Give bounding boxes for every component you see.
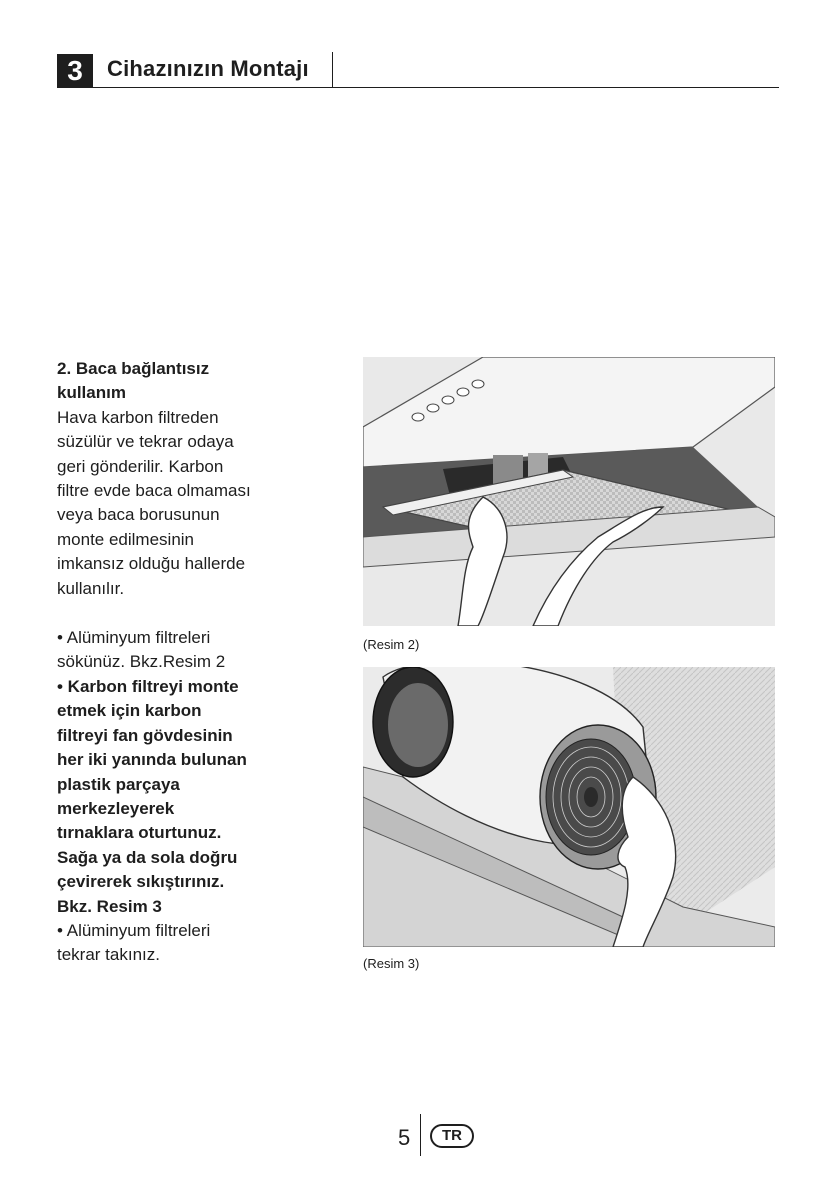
step2-line: etmek için karbon [57,701,202,721]
language-badge: TR [430,1124,474,1148]
chapter-number-badge: 3 [57,54,93,87]
instructions-text [57,357,267,968]
page-number: 5 [398,1125,411,1150]
intro-line: geri gönderilir. Karbon [57,456,224,476]
figure-resim-3-illustration [363,667,775,947]
step1-line: • Alüminyum filtreleri [57,628,211,648]
step2-line: Bkz. Resim 3 [57,896,162,916]
step2-line: • Karbon filtreyi monte [57,676,239,696]
header-divider [332,52,333,88]
step1-line: sökünüz. Bkz.Resim 2 [57,652,226,672]
figure-caption: (Resim 2) [363,637,420,652]
step2-line: çevirerek sıkıştırınız. [57,872,225,892]
intro-line: filtre evde baca olmaması [57,481,251,501]
header-rule [57,87,779,88]
step3-line: • Alüminyum filtreleri [57,920,211,940]
figure-resim-2-illustration [363,357,775,626]
step2-line: tırnaklara oturtunuz. [57,823,222,843]
figure-caption: (Resim 3) [363,956,420,971]
chapter-header [57,52,779,88]
step2-line: merkezleyerek [57,798,175,818]
intro-line: veya baca borusunun [57,505,220,525]
section-heading-line: 2. Baca bağlantısız [57,359,210,378]
intro-line: kullanılır. [57,578,125,598]
footer-divider [420,1114,421,1156]
intro-line: imkansız olduğu hallerde [57,554,246,574]
step2-line: Sağa ya da sola doğru [57,847,238,867]
intro-line: monte edilmesinin [57,529,195,549]
step2-line: her iki yanında bulunan [57,750,247,770]
chapter-title: Cihazınızın Montajı [107,56,309,81]
intro-line: Hava karbon filtreden [57,407,219,427]
step3-line: tekrar takınız. [57,945,160,965]
intro-line: süzülür ve tekrar odaya [57,432,234,452]
step2-line: plastik parçaya [57,774,180,794]
section-heading-line: kullanım [57,383,126,403]
step2-line: filtreyi fan gövdesinin [57,725,233,745]
